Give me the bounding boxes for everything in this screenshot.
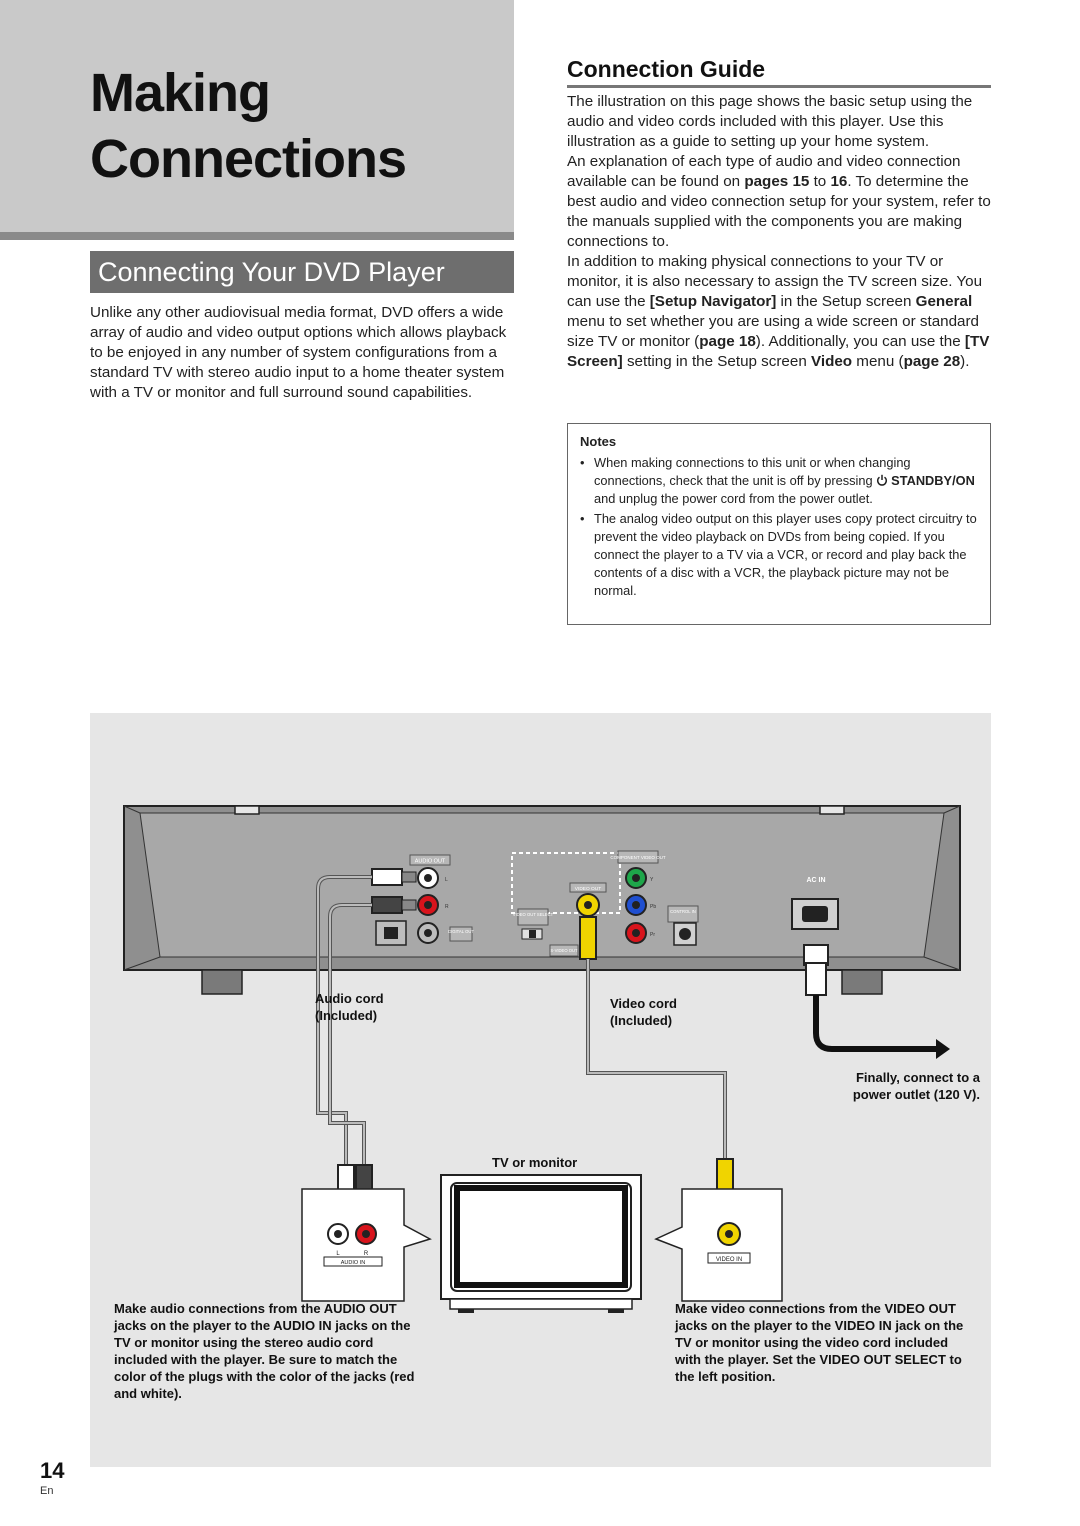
s-video-out-label: S-VIDEO OUT [550, 948, 578, 953]
jack-pb-label: Pb [650, 904, 657, 910]
notes-box [567, 423, 991, 625]
guide-p2-text-to: to [809, 173, 831, 190]
tv-video-in-callout [656, 1189, 782, 1301]
arrow-right-icon [936, 1039, 950, 1059]
video-cord-label [610, 995, 677, 1029]
guide-paragraph-1: The illustration on this page shows the basic setup using the audio and video cords included with this player. Use this illustration as a guide to setting up your home system. [567, 93, 973, 150]
guide-p2-text-a: An explanation of each type of audio and video connection available can be found on [567, 153, 961, 190]
connection-guide-heading: Connection Guide [567, 56, 991, 88]
connection-diagram [90, 713, 991, 1467]
intro-paragraph: Unlike any other audiovisual media format, DVD offers a wide array of audio and video output options which allows playback to be enjoyed in any number of system configurations from a standard TV with stereo audio input to a home theater system with a TV or monitor and full surround sound capabilities. [90, 304, 507, 401]
audio-out-l-label: L [445, 877, 448, 883]
connection-guide-text [567, 92, 997, 372]
video-cord-label-line-2: (Included) [610, 1013, 673, 1028]
tv-monitor [441, 1175, 641, 1313]
page-title [90, 60, 406, 192]
note-1-text-a: When making connections to this unit or when changing connections, check that the unit is off by pressing [594, 455, 911, 488]
jack-pr-label: Pr [650, 932, 655, 938]
video-menu-ref: Video [811, 353, 853, 370]
power-outlet-label-line-2: power outlet (120 V). [852, 1087, 980, 1102]
note-item-1 [580, 454, 978, 508]
setup-navigator-ref: [Setup Navigator] [649, 293, 777, 310]
audio-out-r-label: R [445, 904, 449, 910]
video-connection-caption: Make video connections from the VIDEO OUT jacks on the player to the VIDEO IN jack on the TV or monitor using the video cord included with the player. Set the VIDEO OUT SELECT to the left position. [675, 1301, 964, 1384]
notes-list [580, 454, 978, 600]
note-item-2: • The analog video output on this player uses copy protect circuitry to prevent the video playback on DVDs from being copied. If you connect the player to a TV via a VCR, or record and play back the contents of a disc with a VCR, the playback picture may not be normal. [580, 510, 978, 600]
guide-p2-page-ref-15[interactable]: pages 15 [744, 173, 810, 190]
digital-out-label: DIGITAL OUT [448, 929, 474, 934]
tv-audio-in-label: AUDIO IN [340, 1260, 366, 1266]
guide-p3-text-e: setting in the Setup screen [622, 353, 811, 370]
control-in-label: CONTROL IN [670, 909, 696, 914]
guide-p3-text-f: menu ( [852, 353, 904, 370]
video-out-label: VIDEO OUT [574, 887, 602, 892]
audio-out-label: AUDIO OUT [414, 858, 446, 865]
page-ref-18[interactable]: page 18 [699, 333, 756, 350]
guide-p3-text-d: ). Additionally, you can use the [755, 333, 965, 350]
audio-cord-label-line-2: (Included) [315, 1008, 378, 1023]
jack-y-label: Y [650, 877, 654, 883]
guide-p3-text-c: menu to set whether you are using a wide screen or standard size TV or monitor ( [567, 313, 979, 350]
page-title-line-2: Connections [90, 129, 407, 189]
audio-cord-label-line-1: Audio cord [315, 991, 384, 1006]
page-title-line-1: Making [90, 63, 271, 123]
video-cord-label-line-1: Video cord [610, 996, 677, 1011]
guide-p3-text-b: in the Setup screen [776, 293, 916, 310]
title-banner [0, 0, 514, 232]
standby-on-ref: STANDBY/ON [891, 473, 975, 488]
tv-or-monitor-label: TV or monitor [492, 1155, 578, 1170]
audio-cord-label [315, 990, 384, 1024]
guide-p3-text-g: ). [960, 353, 970, 370]
notes-title: Notes [580, 434, 617, 449]
page-number: 14 [40, 1458, 65, 1483]
section-heading: Connecting Your DVD Player [90, 251, 514, 293]
tv-audio-r-label: R [363, 1251, 369, 1257]
ac-in-label: AC IN [806, 877, 826, 884]
power-outlet-label [780, 1069, 980, 1103]
video-out-select-label: VIDEO OUT SELECT [512, 912, 554, 917]
power-icon [876, 473, 888, 485]
tv-screen-ref: [TV Screen] [567, 333, 990, 370]
guide-p2-text-b: . To determine the best audio and video connection setup for your system, refer to the manuals supplied with the components you are making connections to. [567, 173, 991, 250]
guide-paragraph-2 [567, 152, 997, 252]
guide-p3-text-a: In addition to making physical connections to your TV or monitor, it is also necessary to assign the TV screen size. You can use the [567, 253, 983, 310]
page-language: En [40, 1485, 54, 1497]
tv-audio-l-label: L [336, 1251, 340, 1257]
note-1-text-b: and unplug the power cord from the power outlet. [594, 491, 873, 506]
page-ref-28[interactable]: page 28 [903, 353, 961, 370]
guide-p2-page-ref-16[interactable]: 16 [830, 173, 848, 190]
component-video-out-label: COMPONENT VIDEO OUT [610, 855, 666, 860]
general-menu-ref: General [915, 293, 973, 310]
title-banner-rule [0, 232, 514, 240]
tv-audio-in-callout [302, 1189, 430, 1301]
guide-paragraph-3 [567, 252, 997, 372]
tv-video-in-label: VIDEO IN [715, 1257, 743, 1263]
audio-connection-caption: Make audio connections from the AUDIO OUT jacks on the player to the AUDIO IN jacks on the TV or monitor using the stereo audio cord included with the player. Be sure to match the color of the plugs with the color of the jacks (red and white). [114, 1301, 415, 1401]
power-outlet-label-line-1: Finally, connect to a [855, 1070, 980, 1085]
